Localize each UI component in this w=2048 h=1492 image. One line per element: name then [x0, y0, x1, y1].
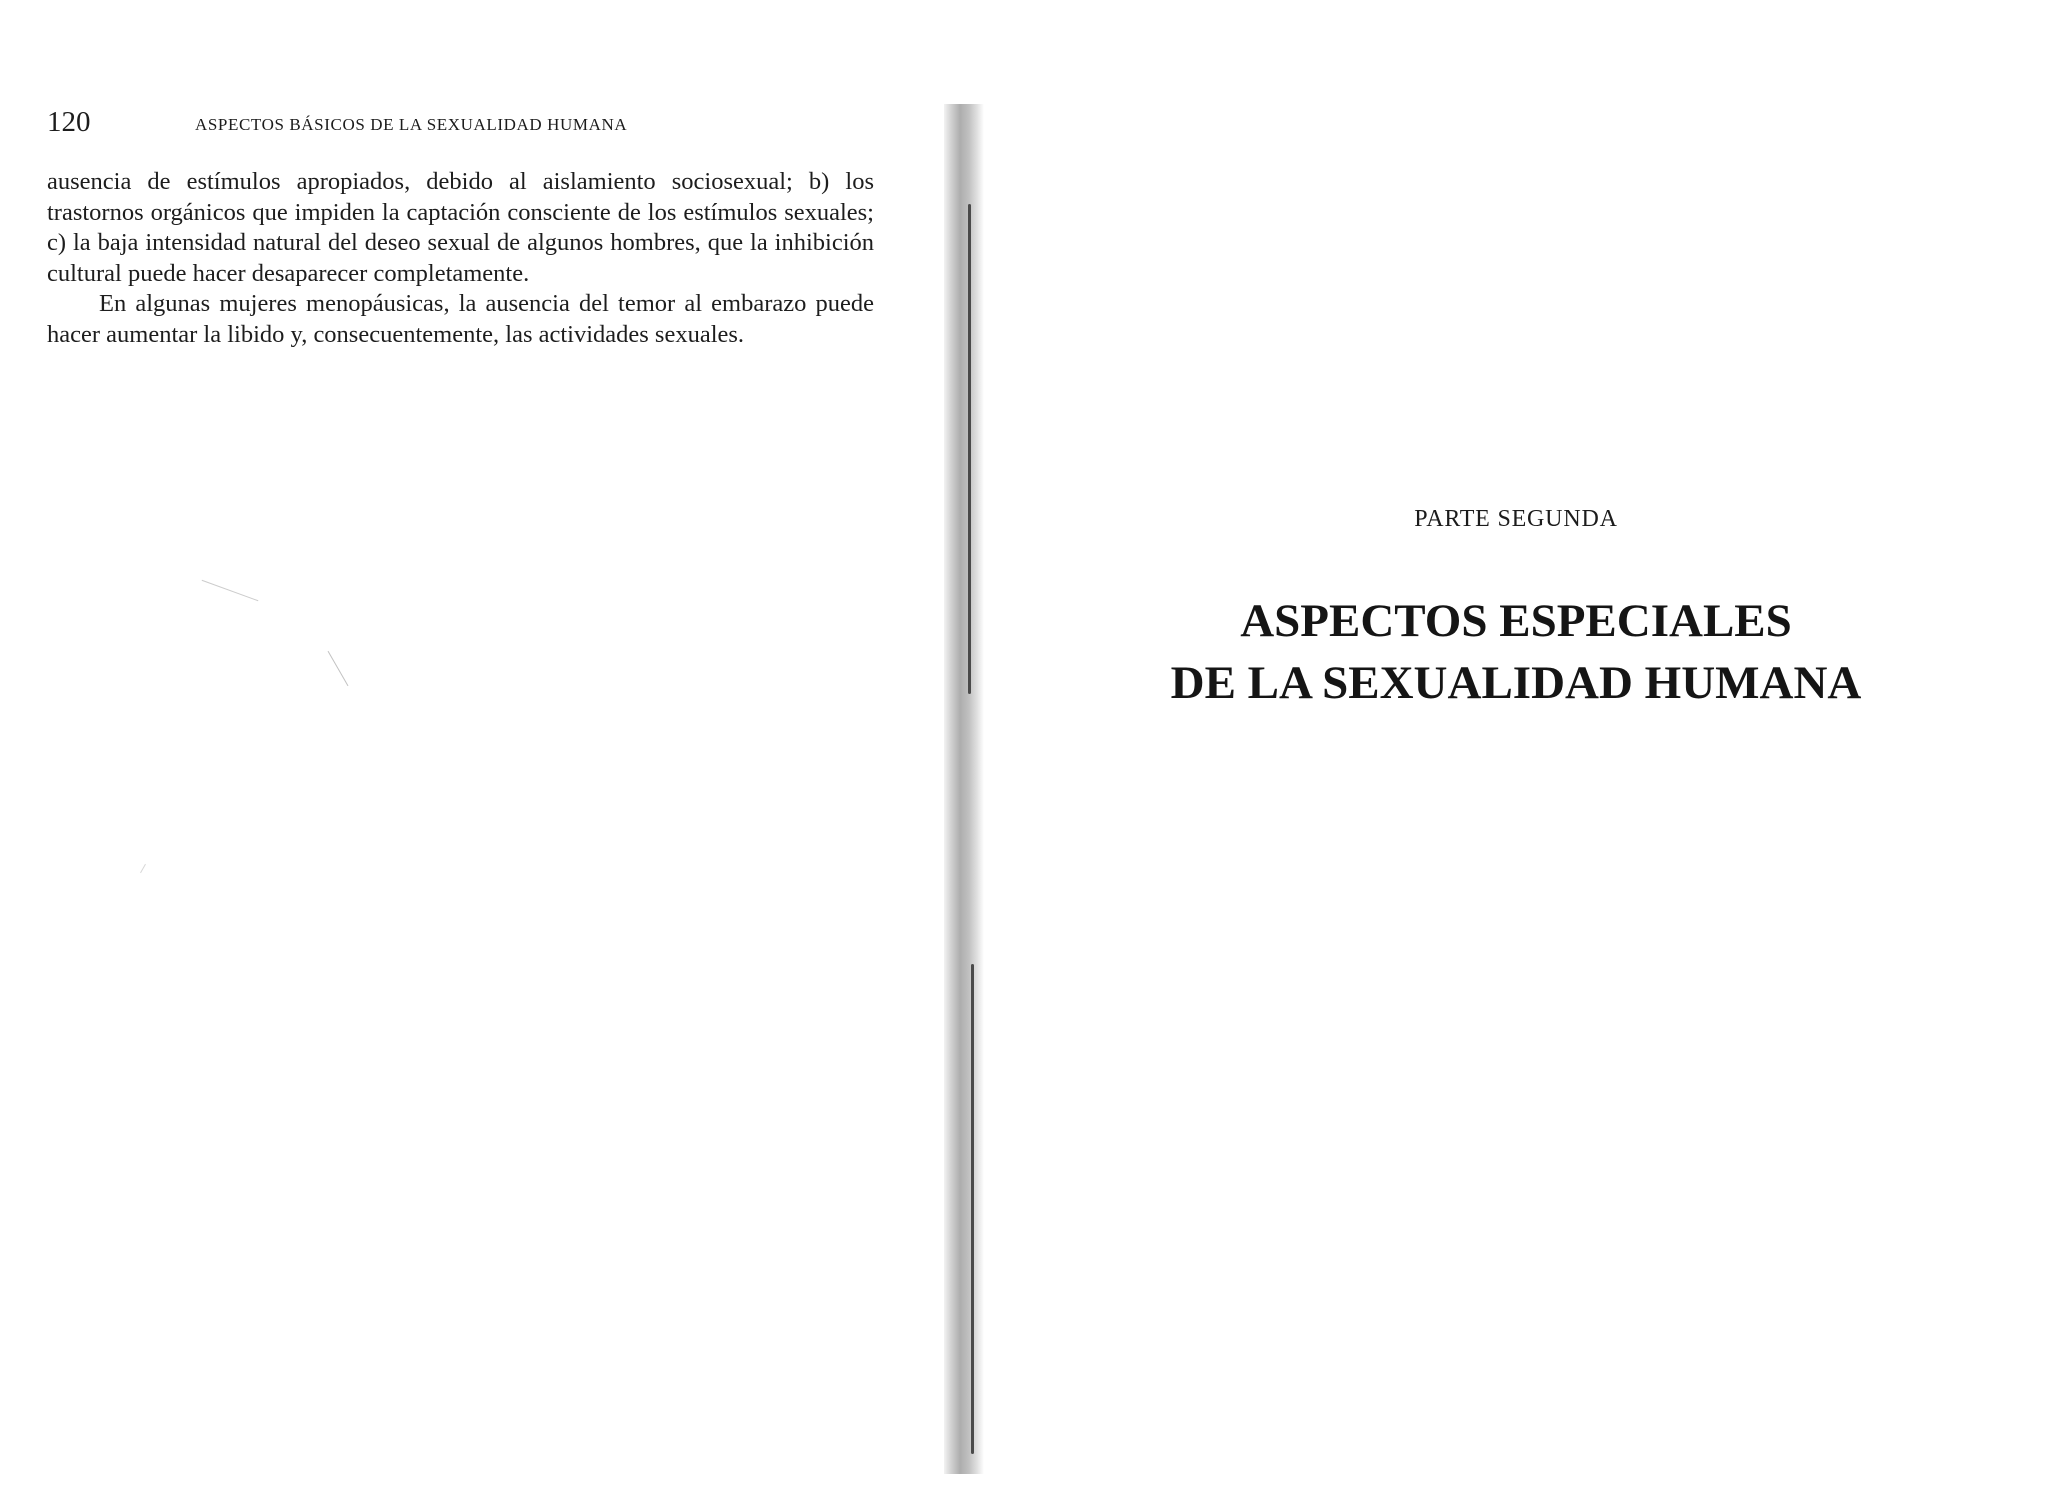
binding-gutter [944, 104, 984, 1474]
paragraph: En algunas mujeres menopáusicas, la ausencia del temor al embarazo puede hacer aumentar la libido y, consecuentemente, las actividades sexuales. [47, 290, 874, 348]
part-title-line-1: ASPECTOS ESPECIALES [1240, 595, 1792, 647]
running-head-title: ASPECTOS BÁSICOS DE LA SEXUALIDAD HUMANA [195, 115, 628, 134]
gutter-shadow [944, 104, 984, 1474]
part-title [984, 590, 2048, 714]
part-title-line-2: DE LA SEXUALIDAD HUMANA [1170, 657, 1862, 709]
left-page [0, 0, 940, 1492]
scan-mark [328, 651, 349, 686]
running-head [47, 104, 877, 144]
paragraph: ausencia de estímulos apropiados, debido al aislamiento sociosexual; b) los trastornos orgánicos que impiden la captación consciente de los estímulos sexuales; c) la baja intensidad natural del deseo sexual de algunos hombres, que la inhibición cultural puede hacer desaparecer completamente. [47, 168, 874, 287]
body-text [47, 167, 874, 350]
page-number: 120 [47, 106, 91, 138]
scan-mark [140, 864, 146, 873]
part-label: PARTE SEGUNDA [1414, 506, 1618, 532]
scan-mark [202, 580, 259, 601]
binding-stitch [971, 964, 974, 1454]
right-page [984, 0, 2048, 1492]
binding-stitch [968, 204, 971, 694]
